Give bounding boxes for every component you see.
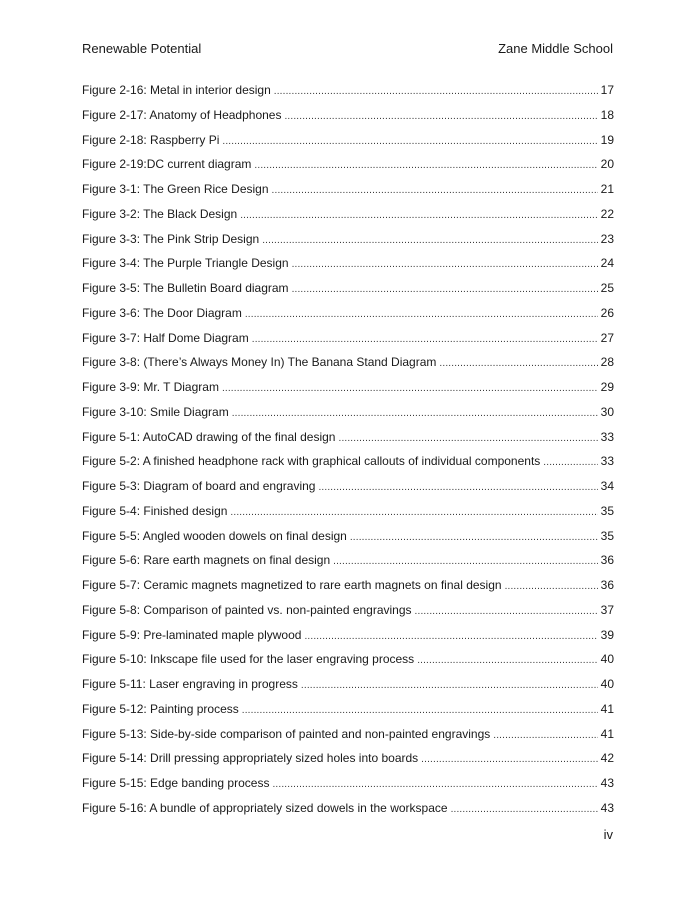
toc-entry-label: Figure 5-3: Diagram of board and engraving [82,479,316,493]
toc-entry-page: 30 [600,404,614,419]
toc-entry[interactable] [82,748,614,773]
toc-entry[interactable] [82,130,614,155]
list-of-figures [82,80,614,823]
toc-entry-page: 42 [600,751,614,766]
toc-entry-label: Figure 3-3: The Pink Strip Design [82,231,260,246]
toc-entry[interactable] [82,377,614,402]
toc-entry-label: Figure 5-7: Ceramic magnets magnetized to rare earth magnets on final design [82,578,502,592]
dot-leader [292,278,598,300]
toc-entry-label: Figure 5-12: Painting process [82,701,239,716]
toc-entry[interactable] [82,105,614,130]
toc-entry-label: Figure 3-10: Smile Diagram [82,404,229,419]
toc-entry-label: Figure 3-9: Mr. T Diagram [82,380,219,394]
toc-entry-label: Figure 5-10: Inkscape file used for the laser engraving process [82,652,415,667]
toc-entry[interactable] [82,303,614,328]
toc-entry-page: 26 [600,305,614,320]
toc-entry-page: 40 [600,677,614,691]
toc-entry[interactable] [82,798,614,823]
toc-entry-page: 29 [600,380,614,394]
header-school: Zane Middle School [498,41,613,56]
toc-entry-label: Figure 5-4: Finished design [82,503,228,518]
toc-entry[interactable] [82,352,614,377]
dot-leader [505,575,598,597]
toc-entry-page: 22 [600,206,614,221]
toc-entry-page: 33 [600,429,614,444]
toc-entry-page: 21 [600,182,614,196]
toc-entry-label: Figure 3-4: The Purple Triangle Design [82,256,289,271]
dot-leader [284,105,597,127]
dot-leader [272,179,598,201]
dot-leader [338,427,597,449]
toc-entry-label: Figure 3-7: Half Dome Diagram [82,330,249,345]
toc-entry-label: Figure 5-11: Laser engraving in progress [82,677,298,691]
toc-entry-label: Figure 5-1: AutoCAD drawing of the final design [82,429,336,444]
dot-leader [304,625,597,647]
dot-leader [274,80,598,102]
toc-entry-page: 36 [600,553,614,568]
dot-leader [245,303,598,325]
toc-entry-label: Figure 5-16: A bundle of appropriately sized dowels in the workspace [82,800,448,815]
toc-entry-page: 40 [600,652,614,667]
toc-entry-label: Figure 2-19:DC current diagram [82,157,252,172]
toc-entry[interactable] [82,179,614,204]
toc-entry-label: Figure 3-6: The Door Diagram [82,305,242,320]
toc-entry[interactable] [82,550,614,575]
toc-entry-page: 25 [600,281,614,295]
toc-entry[interactable] [82,501,614,526]
dot-leader [439,352,597,374]
toc-entry-page: 27 [600,330,614,345]
toc-entry[interactable] [82,278,614,303]
toc-entry[interactable] [82,526,614,551]
header-title: Renewable Potential [82,41,202,56]
toc-entry-label: Figure 5-14: Drill pressing appropriately sized holes into boards [82,751,419,766]
toc-entry[interactable] [82,649,614,674]
toc-entry-page: 33 [600,454,614,469]
dot-leader [543,451,597,473]
dot-leader [240,204,597,226]
toc-entry-label: Figure 5-15: Edge banding process [82,776,270,790]
dot-leader [262,229,597,251]
toc-entry-page: 36 [600,578,614,592]
page-number: iv [603,827,613,842]
dot-leader [292,253,598,275]
toc-entry-page: 20 [600,157,614,172]
toc-entry[interactable] [82,476,614,501]
dot-leader [350,526,598,548]
toc-entry-page: 24 [600,256,614,271]
toc-entry-page: 37 [600,602,614,617]
dot-leader [493,724,597,746]
toc-entry-page: 19 [600,132,614,147]
toc-entry[interactable] [82,204,614,229]
toc-entry-label: Figure 5-13: Side-by-side comparison of painted and non-painted engravings [82,726,491,741]
toc-entry-page: 43 [600,776,614,790]
dot-leader [318,476,597,498]
dot-leader [301,674,598,696]
toc-entry-page: 34 [600,479,614,493]
toc-entry[interactable] [82,253,614,278]
dot-leader [242,699,598,721]
toc-entry-page: 41 [600,701,614,716]
toc-entry[interactable] [82,154,614,179]
toc-entry-label: Figure 5-5: Angled wooden dowels on final design [82,528,347,543]
dot-leader [272,773,597,795]
toc-entry[interactable] [82,625,614,650]
toc-entry[interactable] [82,229,614,254]
toc-entry-label: Figure 3-5: The Bulletin Board diagram [82,281,289,295]
toc-entry-label: Figure 3-8: (There’s Always Money In) The Banana Stand Diagram [82,355,437,370]
dot-leader [417,649,597,671]
toc-entry-page: 18 [600,107,614,122]
toc-entry[interactable] [82,451,614,476]
toc-entry[interactable] [82,575,614,600]
toc-entry-label: Figure 2-18: Raspberry Pi [82,132,220,147]
toc-entry[interactable] [82,427,614,452]
dot-leader [222,130,597,152]
toc-entry-label: Figure 5-9: Pre-laminated maple plywood [82,627,302,642]
toc-entry[interactable] [82,80,614,105]
toc-entry-label: Figure 2-16: Metal in interior design [82,83,271,97]
dot-leader [415,600,598,622]
toc-entry-page: 41 [600,726,614,741]
toc-entry-page: 17 [600,83,614,97]
toc-entry-page: 28 [600,355,614,370]
dot-leader [232,402,598,424]
toc-entry-label: Figure 5-6: Rare earth magnets on final design [82,553,331,568]
dot-leader [252,328,598,350]
dot-leader [451,798,598,820]
dot-leader [222,377,598,399]
toc-entry-page: 35 [600,528,614,543]
toc-entry[interactable] [82,328,614,353]
toc-entry-label: Figure 5-2: A finished headphone rack with graphical callouts of individual components [82,454,541,469]
toc-entry-label: Figure 3-2: The Black Design [82,206,238,221]
toc-entry-page: 43 [600,800,614,815]
toc-entry[interactable] [82,674,614,699]
toc-entry-label: Figure 3-1: The Green Rice Design [82,182,269,196]
toc-entry[interactable] [82,402,614,427]
toc-entry-page: 23 [600,231,614,246]
dot-leader [230,501,597,523]
toc-entry[interactable] [82,724,614,749]
toc-entry-page: 39 [600,627,614,642]
toc-entry-label: Figure 2-17: Anatomy of Headphones [82,107,282,122]
toc-entry[interactable] [82,600,614,625]
dot-leader [421,748,597,770]
toc-entry[interactable] [82,699,614,724]
page-header [82,40,613,58]
dot-leader [333,550,598,572]
toc-entry[interactable] [82,773,614,798]
toc-entry-page: 35 [600,503,614,518]
dot-leader [254,154,597,176]
toc-entry-label: Figure 5-8: Comparison of painted vs. non-painted engravings [82,602,412,617]
